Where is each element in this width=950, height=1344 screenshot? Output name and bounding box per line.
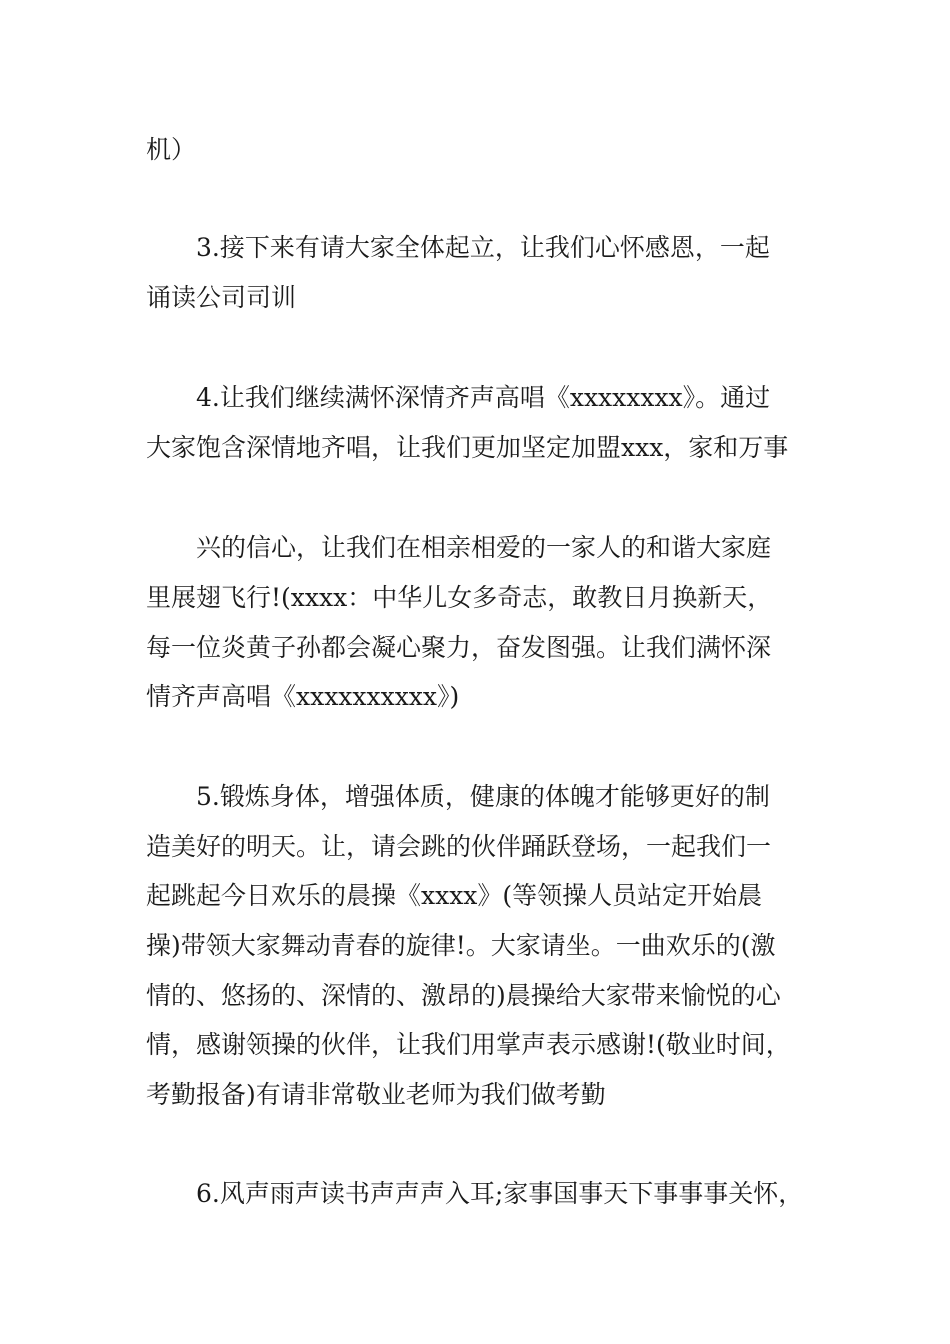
- text-line: 4.让我们继续满怀深情齐声高唱《xxxxxxxx》。通过: [196, 383, 771, 412]
- text-line: 情的、悠扬的、深情的、激昂的)晨操给大家带来愉悦的心: [146, 981, 781, 1010]
- text-line: 考勤报备)有请非常敬业老师为我们做考勤: [146, 1080, 606, 1109]
- text-line: 情，感谢领操的伙伴，让我们用掌声表示感谢!(敬业时间，: [146, 1030, 791, 1059]
- text-line: 3.接下来有请大家全体起立，让我们心怀感恩，一起: [196, 233, 770, 262]
- text-line: 5.锻炼身体，增强体质，健康的体魄才能够更好的制: [196, 782, 770, 811]
- text-line: 每一位炎黄子孙都会凝心聚力，奋发图强。让我们满怀深: [146, 633, 772, 662]
- text-line: 诵读公司司训: [146, 283, 297, 312]
- text-line: 机）: [146, 135, 197, 164]
- text-line: 造美好的明天。让，请会跳的伙伴踊跃登场，一起我们一: [146, 832, 772, 861]
- text-line: 操)带领大家舞动青春的旋律!。大家请坐。一曲欢乐的(激: [146, 931, 776, 960]
- text-line: 里展翅飞行!(xxxx：中华儿女多奇志，敢教日月换新天，: [146, 583, 773, 612]
- text-line: 6.风声雨声读书声声声入耳;家事国事天下事事事关怀，: [196, 1179, 804, 1208]
- text-line: 兴的信心，让我们在相亲相爱的一家人的和谐大家庭: [196, 533, 772, 562]
- text-line: 起跳起今日欢乐的晨操《xxxx》(等领操人员站定开始晨: [146, 881, 763, 910]
- text-line: 情齐声高唱《xxxxxxxxxx》): [146, 682, 460, 711]
- text-line: 大家饱含深情地齐唱，让我们更加坚定加盟xxx，家和万事: [146, 433, 789, 462]
